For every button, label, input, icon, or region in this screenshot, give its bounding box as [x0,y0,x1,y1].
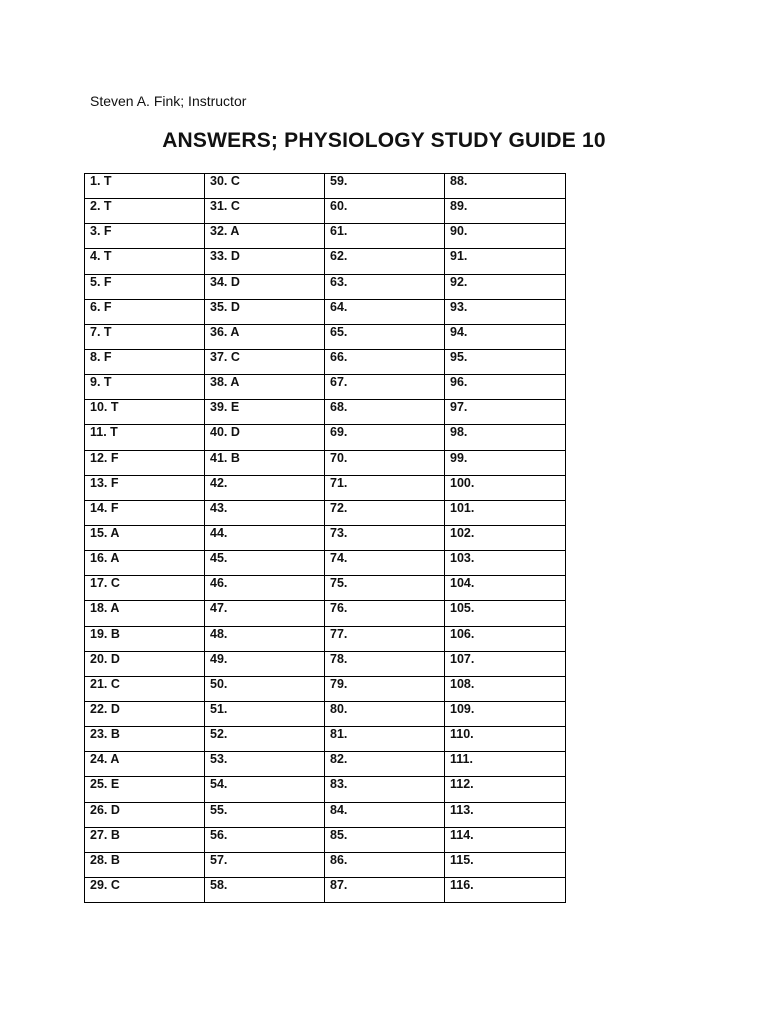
answer-cell: 51. [205,701,325,726]
answer-cell: 105. [445,601,566,626]
answer-cell: 113. [445,802,566,827]
answer-cell: 93. [445,299,566,324]
answer-cell: 35. D [205,299,325,324]
answer-cell: 87. [325,877,445,902]
answer-cell: 110. [445,727,566,752]
answer-cell: 114. [445,827,566,852]
answer-cell: 54. [205,777,325,802]
answer-cell: 2. T [85,199,205,224]
answer-cell: 39. E [205,400,325,425]
answer-cell: 66. [325,349,445,374]
answer-cell: 107. [445,651,566,676]
table-row [85,525,566,550]
answer-cell: 115. [445,852,566,877]
answer-cell: 56. [205,827,325,852]
answer-cell: 98. [445,425,566,450]
table-row [85,425,566,450]
answer-cell: 104. [445,576,566,601]
answer-cell: 92. [445,274,566,299]
answer-cell: 13. F [85,475,205,500]
answer-cell: 26. D [85,802,205,827]
answer-cell: 75. [325,576,445,601]
answer-cell: 63. [325,274,445,299]
answer-cell: 20. D [85,651,205,676]
answer-cell: 67. [325,375,445,400]
answer-cell: 42. [205,475,325,500]
answer-cell: 27. B [85,827,205,852]
answer-cell: 86. [325,852,445,877]
answer-cell: 69. [325,425,445,450]
answer-cell: 112. [445,777,566,802]
answer-cell: 102. [445,525,566,550]
answer-cell: 96. [445,375,566,400]
answer-cell: 10. T [85,400,205,425]
answer-cell: 38. A [205,375,325,400]
answer-cell: 68. [325,400,445,425]
answer-cell: 52. [205,727,325,752]
answer-cell: 65. [325,324,445,349]
answer-cell: 30. C [205,174,325,199]
answer-cell: 50. [205,676,325,701]
answer-cell: 64. [325,299,445,324]
answer-cell: 72. [325,500,445,525]
answer-cell: 11. T [85,425,205,450]
answer-cell: 62. [325,249,445,274]
answer-cell: 83. [325,777,445,802]
answer-cell: 1. T [85,174,205,199]
answer-cell: 109. [445,701,566,726]
answer-cell: 37. C [205,349,325,374]
answer-cell: 74. [325,551,445,576]
answer-cell: 57. [205,852,325,877]
answer-cell: 18. A [85,601,205,626]
answer-cell: 21. C [85,676,205,701]
table-row [85,551,566,576]
answer-cell: 45. [205,551,325,576]
answer-cell: 23. B [85,727,205,752]
answer-cell: 111. [445,752,566,777]
table-row [85,174,566,199]
answer-cell: 16. A [85,551,205,576]
answer-cell: 17. C [85,576,205,601]
table-row [85,324,566,349]
table-row [85,701,566,726]
answer-cell: 55. [205,802,325,827]
table-row [85,727,566,752]
answer-cell: 5. F [85,274,205,299]
table-row [85,450,566,475]
answer-cell: 58. [205,877,325,902]
table-row [85,576,566,601]
answer-cell: 90. [445,224,566,249]
table-row [85,475,566,500]
table-row [85,676,566,701]
table-row [85,249,566,274]
answer-cell: 3. F [85,224,205,249]
table-row [85,626,566,651]
table-row [85,299,566,324]
answer-cell: 31. C [205,199,325,224]
answer-cell: 46. [205,576,325,601]
answer-cell: 47. [205,601,325,626]
answer-cell: 91. [445,249,566,274]
page-title: ANSWERS; PHYSIOLOGY STUDY GUIDE 10 [162,129,606,152]
answer-cell: 79. [325,676,445,701]
table-row [85,852,566,877]
answer-cell: 80. [325,701,445,726]
answer-cell: 14. F [85,500,205,525]
table-row [85,349,566,374]
table-row [85,375,566,400]
answer-cell: 7. T [85,324,205,349]
answer-cell: 29. C [85,877,205,902]
answer-cell: 81. [325,727,445,752]
answer-cell: 85. [325,827,445,852]
answer-cell: 9. T [85,375,205,400]
answer-cell: 24. A [85,752,205,777]
answer-cell: 99. [445,450,566,475]
table-row [85,400,566,425]
answer-cell: 22. D [85,701,205,726]
answer-cell: 53. [205,752,325,777]
answer-cell: 78. [325,651,445,676]
answer-cell: 8. F [85,349,205,374]
answer-cell: 97. [445,400,566,425]
answer-cell: 19. B [85,626,205,651]
answer-cell: 73. [325,525,445,550]
answer-cell: 41. B [205,450,325,475]
answer-cell: 28. B [85,852,205,877]
answer-cell: 94. [445,324,566,349]
answer-cell: 6. F [85,299,205,324]
answer-table [84,173,566,903]
table-row [85,651,566,676]
answer-cell: 82. [325,752,445,777]
table-row [85,777,566,802]
table-row [85,500,566,525]
answer-cell: 116. [445,877,566,902]
table-row [85,601,566,626]
answer-table-body [85,174,566,903]
answer-cell: 76. [325,601,445,626]
answer-cell: 25. E [85,777,205,802]
answer-cell: 15. A [85,525,205,550]
answer-cell: 71. [325,475,445,500]
table-row [85,274,566,299]
answer-cell: 61. [325,224,445,249]
answer-cell: 108. [445,676,566,701]
answer-cell: 34. D [205,274,325,299]
table-row [85,877,566,902]
answer-cell: 100. [445,475,566,500]
answer-cell: 89. [445,199,566,224]
answer-cell: 43. [205,500,325,525]
answer-cell: 59. [325,174,445,199]
answer-cell: 60. [325,199,445,224]
table-row [85,827,566,852]
answer-cell: 32. A [205,224,325,249]
table-row [85,752,566,777]
answer-cell: 106. [445,626,566,651]
answer-cell: 48. [205,626,325,651]
answer-cell: 36. A [205,324,325,349]
answer-cell: 33. D [205,249,325,274]
answer-cell: 77. [325,626,445,651]
answer-cell: 70. [325,450,445,475]
answer-cell: 101. [445,500,566,525]
author-line: Steven A. Fink; Instructor [90,93,247,109]
answer-cell: 88. [445,174,566,199]
answer-cell: 40. D [205,425,325,450]
table-row [85,224,566,249]
answer-cell: 12. F [85,450,205,475]
table-row [85,199,566,224]
answer-cell: 84. [325,802,445,827]
answer-cell: 49. [205,651,325,676]
answer-cell: 103. [445,551,566,576]
answer-cell: 95. [445,349,566,374]
answer-cell: 4. T [85,249,205,274]
answer-cell: 44. [205,525,325,550]
table-row [85,802,566,827]
